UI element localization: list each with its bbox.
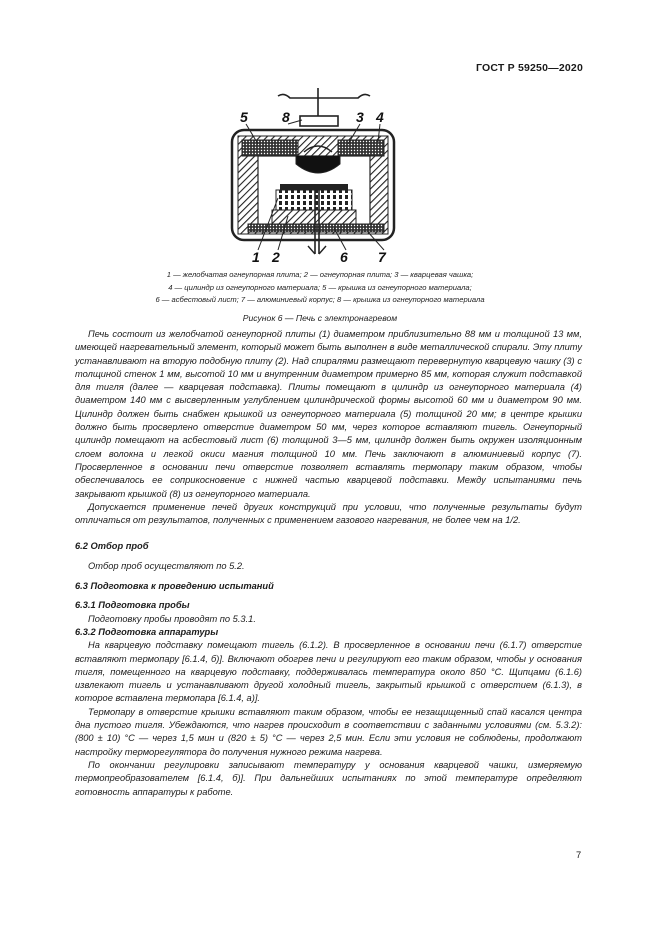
plate-2 (272, 210, 356, 224)
figure-caption: Рисунок 6 — Печь с электронагревом (242, 313, 398, 323)
cover-right (338, 140, 384, 156)
section-6-3-2-heading: 6.3.2 Подготовка аппаратуры (75, 626, 219, 637)
callout-1: 1 (252, 249, 260, 265)
callout-3: 3 (356, 109, 364, 125)
callout-5: 5 (240, 109, 248, 125)
paragraph-alternative-furnaces: Допускается применение печей других конструкций при условии, что полученные результаты будут отличаться от результатов, полученных с применением газового нагревания, не более чем на 1/2. (75, 501, 582, 526)
callout-7: 7 (378, 249, 386, 265)
section-6-2-text: Отбор проб осуществляют по 5.2. (88, 560, 245, 571)
legend-line: 1 — желобчатая огнеупорная плита; 2 — огнеупорная плита; 3 — кварцевая чашка; (166, 270, 474, 279)
section-6-3-1-heading: 6.3.1 Подготовка пробы (75, 600, 190, 611)
paragraph-apparatus-setup: На кварцевую подставку помещают тигель (6.1.2). В просверленное в основании печи (6.1.7) отверстие вставляют термопару [6.1.4, б)]. Включают обогрев печи и регулируют его таким образом, чтобы у основания тигля, помещенного на кварцевую подставку, поддерживалась температура около 850 °С. Щипцами (6.1.6) извлекают тигель и устанавливают другой холодный тигель, закрытый крышкой с отверстием (6.1.3), в которое вставлена термопара [6.1.4, а)]. (75, 640, 582, 704)
callout-8: 8 (282, 109, 290, 125)
grooved-plate-1 (276, 190, 352, 210)
section-6-2-heading: 6.2 Отбор проб (75, 541, 149, 552)
standard-code: ГОСТ Р 59250—2020 (475, 62, 583, 74)
callout-6: 6 (340, 249, 348, 265)
furnace-figure (218, 86, 408, 266)
callout-4: 4 (376, 109, 384, 125)
section-6-3-heading: 6.3 Подготовка к проведению испытаний (75, 581, 274, 592)
page-number: 7 (576, 849, 582, 860)
legend-line: 4 — цилиндр из огнеупорного материала; 5 — крышка из огнеупорного материала; (168, 282, 472, 292)
quartz-dish (280, 184, 348, 190)
asbestos-sheet (248, 224, 384, 232)
paragraph-thermocouple: Термопару в отверстие крышки вставляют таким образом, чтобы ее незащищенный спай касался центра дна пустого тигля. Убеждаются, что нагрев происходит в соответствии с заданными условиями (см. 5.3.2): (800 ± 10) °С — через 1,5 мин и (820 ± 5) °С — через 2,5 мин. Если эти условия не соблюдены, продолжают настройку терморегулятора до получения нужного режима нагрева. (75, 706, 582, 757)
figure-legend (90, 269, 550, 307)
furnace-diagram (218, 86, 408, 266)
paragraph-record-temperature: По окончании регулировки записывают температуру у основания кварцевой чашки, измеряемую термопреобразователем [6.1.4, б)]. При дальнейших испытаниях по этой температуре определяют готовность аппаратуры к работе. (75, 759, 582, 797)
paragraph-furnace-description: Печь состоит из желобчатой огнеупорной плиты (1) диаметром приблизительно 88 мм и толщиной 13 мм, имеющей нагревательный элемент, который может быть выполнен в виде металлической спирали. Эту плиту устанавливают на вторую подобную плиту (2). Над спиралями размещают перевернутую кварцевую чашку (3) с толщиной стенок 1 мм, высотой 10 мм и внутренним диаметром примерно 85 мм, которая служит подставкой для тигля (далее — кварцевая подставка). Плиты помещают в цилиндр из огнеупорного материала (4) диаметром 140 мм с высверленным углублением цилиндрической формы высотой 60 мм и диаметром 90 мм. Цилиндр должен быть снабжен крышкой из огнеупорного материала (5) толщиной 20 мм; в центре крышки должно быть просверлено отверстие диаметром 50 мм, через которое вставляют тигель. Огнеупорный цилиндр помещают на асбестовый лист (6) толщиной 3—5 мм, цилиндр должен быть окружен изоляционным слоем волокна и легкой окиси магния толщиной 10 мм. Печь заключают в алюминиевый корпус (7). Просверленное в основании печи отверстие позволяет вставлять термопару таким образом, чтобы обеспечивалось ее соприкосновение с нижней частью кварцевой подставки. Между испытаниями печь закрывают крышкой (8) из огнеупорного материала. (75, 329, 582, 499)
legend-line: 6 — асбестовый лист; 7 — алюминиевый корпус; 8 — крышка из огнеупорного материала (155, 295, 485, 305)
callout-2: 2 (272, 249, 280, 265)
body-text (75, 328, 582, 799)
cover-left (242, 140, 298, 156)
section-6-3-1-text: Подготовку пробы проводят по 5.3.1. (88, 613, 256, 624)
